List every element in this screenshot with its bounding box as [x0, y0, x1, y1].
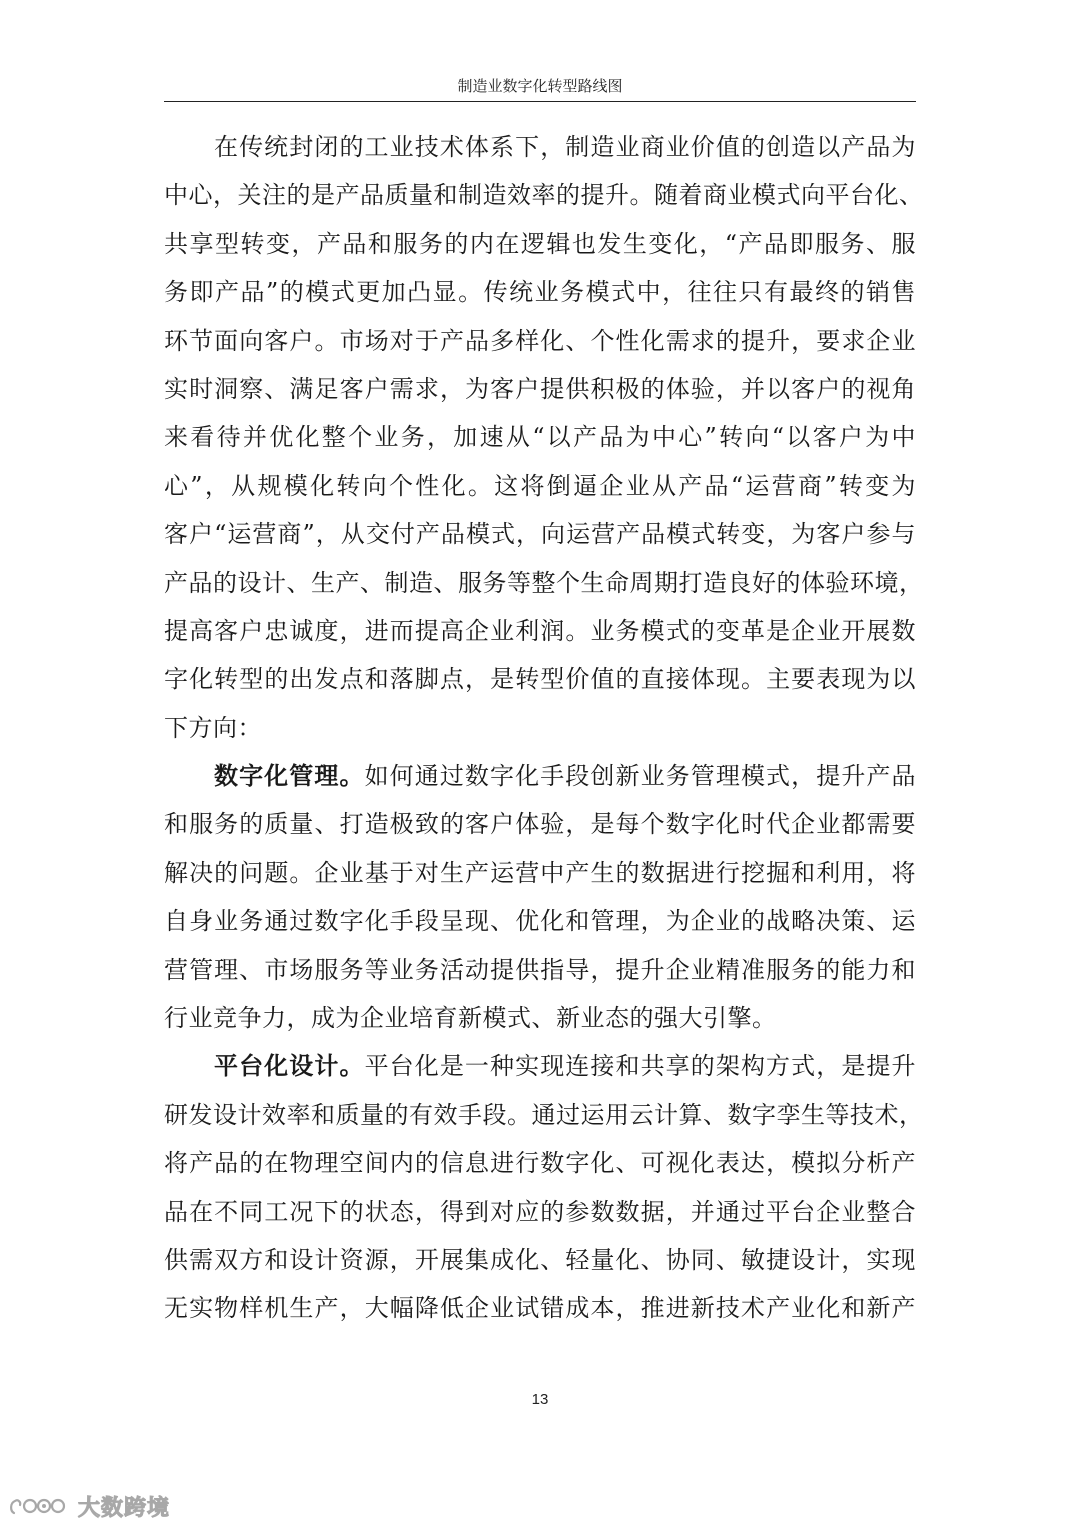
page-number: 13 — [531, 1391, 549, 1408]
paragraph-line: 客户“运营商”，从交付产品模式，向运营产品模式转变，为客户参与 — [164, 520, 916, 549]
page-header — [164, 74, 916, 102]
paragraph-line: 下方向： — [164, 713, 262, 742]
paragraph-line: 将产品的在物理空间内的信息进行数字化、可视化表达，模拟分析产 — [164, 1149, 916, 1178]
header-title: 制造业数字化转型路线图 — [457, 77, 623, 95]
paragraph-line: 产品的设计、生产、制造、服务等整个生命周期打造良好的体验环境， — [164, 568, 924, 597]
paragraph-line: 营管理、市场服务等业务活动提供指导，提升企业精准服务的能力和 — [164, 955, 916, 984]
paragraph-line-rest: 平台化是一种实现连接和共享的架构方式，是提升 — [364, 1052, 917, 1081]
body-text — [164, 123, 924, 1333]
paragraph-line: 中心，关注的是产品质量和制造效率的提升。随着商业模式向平台化、 — [164, 181, 924, 210]
paragraph-line: 解决的问题。企业基于对生产运营中产生的数据进行挖掘和利用，将 — [164, 858, 916, 887]
paragraph-first-line — [164, 1042, 916, 1090]
paragraph-line: 务即产品”的模式更加凸显。传统业务模式中，往往只有最终的销售 — [164, 278, 916, 307]
paragraph-line: 行业竞争力，成为企业培育新模式、新业态的强大引擎。 — [164, 1004, 777, 1033]
section-heading-platform-design: 平台化设计。 — [214, 1052, 365, 1081]
paragraph-line: 心”，从规模化转向个性化。这将倒逼企业从产品“运营商”转变为 — [164, 471, 916, 500]
paragraph-line-rest: 如何通过数字化手段创新业务管理模式，提升产品 — [364, 762, 917, 791]
paragraph-line: 共享型转变，产品和服务的内在逻辑也发生变化，“产品即服务、服 — [164, 229, 916, 258]
paragraph-line: 字化转型的出发点和落脚点，是转型价值的直接体现。主要表现为以 — [164, 665, 916, 694]
paragraph-line: 无实物样机生产，大幅降低企业试错成本，推进新技术产业化和新产 — [164, 1294, 916, 1323]
paragraph-line: 环节面向客户。市场对于产品多样化、个性化需求的提升，要求企业 — [164, 326, 916, 355]
paragraph-line: 品在不同工况下的状态，得到对应的参数数据，并通过平台企业整合 — [164, 1197, 916, 1226]
paragraph-line: 和服务的质量、打造极致的客户体验，是每个数字化时代企业都需要 — [164, 810, 916, 839]
paragraph-line: 实时洞察、满足客户需求，为客户提供积极的体验，并以客户的视角 — [164, 374, 916, 403]
paragraph-line: 供需双方和设计资源，开展集成化、轻量化、协同、敏捷设计，实现 — [164, 1245, 916, 1274]
paragraph-line: 自身业务通过数字化手段呈现、优化和管理，为企业的战略决策、运 — [164, 907, 916, 936]
paragraph-line: 来看待并优化整个业务，加速从“以产品为中心”转向“以客户为中 — [164, 423, 916, 452]
brand-logo-icon — [8, 1493, 72, 1519]
paragraph-line: 研发设计效率和质量的有效手段。通过运用云计算、数字孪生等技术， — [164, 1100, 924, 1129]
paragraph-line: 在传统封闭的工业技术体系下，制造业商业价值的创造以产品为 — [214, 133, 916, 161]
paragraph-first-line — [164, 752, 916, 800]
paragraph-line: 提高客户忠诚度，进而提高企业利润。业务模式的变革是企业开展数 — [164, 616, 916, 645]
watermark — [8, 1491, 170, 1521]
section-heading-digital-management: 数字化管理。 — [214, 762, 365, 791]
watermark-text: 大数跨境 — [78, 1495, 171, 1521]
